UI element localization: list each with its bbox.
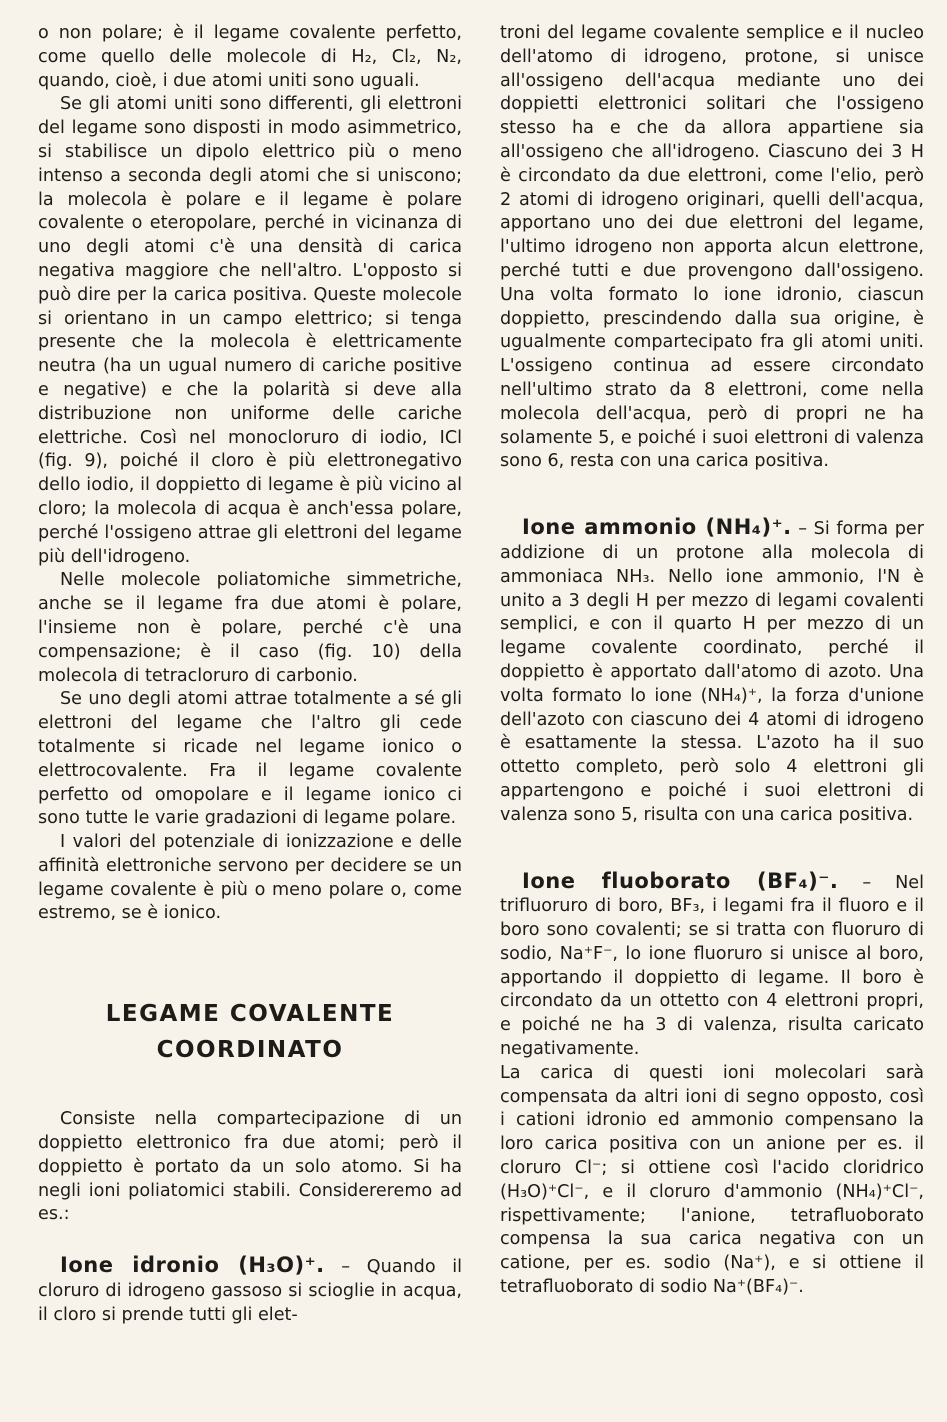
paragraph-symmetric-molecules: Nelle molecole poliatomiche simmetriche, anche se il legame fra due atomi è polare, l'insieme non è polare, perché c'è una compensazione; è il caso (fig. 10) della molecola di tetracloruro di carbonio. (38, 570, 462, 686)
paragraph-coordinate-definition: Consiste nella compartecipazione di un doppietto elettronico fra due atomi; però il doppietto è portato da un solo atomo. Si ha negli ioni poliatomici stabili. Considereremo ad es.: (38, 1109, 462, 1225)
idronio-title: Ione idronio (H₃O)⁺. (60, 1253, 325, 1278)
section-heading-line2: COORDINATO (156, 1037, 344, 1064)
left-column (38, 22, 462, 1328)
paragraph-idronio-continued: troni del legame covalente semplice e il nucleo dell'atomo di idrogeno, protone, si unisce all'ossigeno dell'acqua mediante uno dei doppietti elettronici solitari che l'ossigeno stesso ha e che da allora appartiene sia all'ossigeno che all'idrogeno. Ciascuno dei 3 H è circondato da due elettroni, come l'elio, però 2 atomi di idrogeno originari, quelli dell'acqua, apportano uno dei due elettroni del legame, l'ultimo idrogeno non apporta alcun elettrone, perché tutti e due provengono dall'ossigeno. Una volta formato lo ione idronio, ciascun doppietto, prescindendo dalla sua origine, è ugualmente compartecipato fra gli atomi uniti. L'ossigeno continua ad essere circondato nell'ultimo strato da 8 elettroni, come nella molecola dell'acqua, però di propri ne ha solamente 5, e poiché i suoi elettroni di valenza sono 6, resta con una carica positiva. (500, 23, 924, 472)
idronio-text: – Quando il cloruro di idrogeno gassoso si scioglie in acqua, il cloro si prende tutti gli elet- (38, 1257, 463, 1325)
fluoborato-title: Ione fluoborato (BF₄)⁻. (522, 868, 839, 893)
paragraph-fluoborato (500, 870, 924, 1062)
paragraph-ammonio (500, 516, 924, 827)
paragraph-ionization-potential: I valori del potenziale di ionizzazione e delle affinità elettroniche servono per decidere se un legame covalente è più o meno polare o, come estremo, se è ionico. (38, 832, 462, 924)
paragraph-charge-compensation: La carica di questi ioni molecolari sarà compensata da altri ioni di segno opposto, così i cationi idronio ed ammonio compensano la loro carica positiva con un anione per es. il cloruro Cl⁻; si ottiene così l'acido cloridrico (H₃O)⁺Cl⁻, e il cloruro d'ammonio (NH₄)⁺Cl⁻, rispettivamente; l'anione, tetrafluoborato compensa la sua carica negativa con un catione, per es. sodio (Na⁺), e si ottiene il tetrafluoborato di sodio Na⁺(BF₄)⁻. (500, 1062, 924, 1298)
section-heading-line1: LEGAME COVALENTE (105, 1001, 395, 1028)
right-column (500, 22, 924, 1300)
section-heading (38, 996, 462, 1068)
paragraph-ionic-bond: Se uno degli atomi attrae totalmente a sé gli elettroni del legame che l'altro gli cede totalmente si ricade nel legame ionico o elettrocovalente. Fra il legame covalente perfetto od omopolare e il legame ionico ci sono tutte le varie gradazioni di legame polare. (38, 689, 462, 829)
ammonio-text: – Si forma per addizione di un protone alla molecola di ammoniaca NH₃. Nello ione ammonio, l'N è unito a 3 degli H per mezzo di legami covalenti semplici, e con il quarto H per mezzo di un legame covalente coordinato, perché il doppietto è apportato dall'atomo di azoto. Una volta formato lo ione (NH₄)⁺, la forza d'unione dell'azoto con ciascuno dei 4 atomi di idrogeno è esattamente la stessa. L'azoto ha il suo ottetto completo, però solo 4 elettroni gli appartengono e poiché i suoi elettroni di valenza sono 5, risulta con una carica positiva. (500, 519, 924, 825)
paragraph-covalent-perfect: o non polare; è il legame covalente perfetto, come quello delle molecole di H₂, Cl₂, N₂, quando, cioè, i due atomi uniti sono uguali. (38, 23, 462, 91)
ammonio-title: Ione ammonio (NH₄)⁺. (522, 515, 792, 540)
paragraph-polar-bond: Se gli atomi uniti sono differenti, gli elettroni del legame sono disposti in modo asimmetrico, si stabilisce un dipolo elettrico più o meno intenso a seconda degli atomi che si uniscono; la molecola è polare e il legame è polare covalente o eteropolare, perché in vicinanza di uno degli atomi c'è una densità di carica negativa maggiore che nell'altro. L'opposto si può dire per la carica positiva. Queste molecole si orientano in un campo elettrico; si tenga presente che la molecola è elettricamente neutra (ha un ugual numero di cariche positive e negative) e che la polarità si deve alla distribuzione non uniforme delle cariche elettriche. Così nel monocloruro di iodio, ICl (fig. 9), poiché il cloro è più elettronegativo dello iodio, il doppietto di legame è più vicino al cloro; la molecola di acqua è anch'essa polare, perché l'ossigeno attrae gli elettroni del legame più dell'idrogeno. (38, 94, 462, 567)
fluoborato-text: – Nel trifluoruro di boro, BF₃, i legami fra il fluoro e il boro sono covalenti; se si tratta con fluoruro di sodio, Na⁺F⁻, lo ione fluoruro si unisce al boro, apportando il doppietto di legame. Il boro è circondato da un ottetto con 4 elettroni propri, e poiché ne ha 3 di valenza, risulta caricato negativamente. (500, 872, 925, 1060)
paragraph-idronio (38, 1254, 462, 1327)
